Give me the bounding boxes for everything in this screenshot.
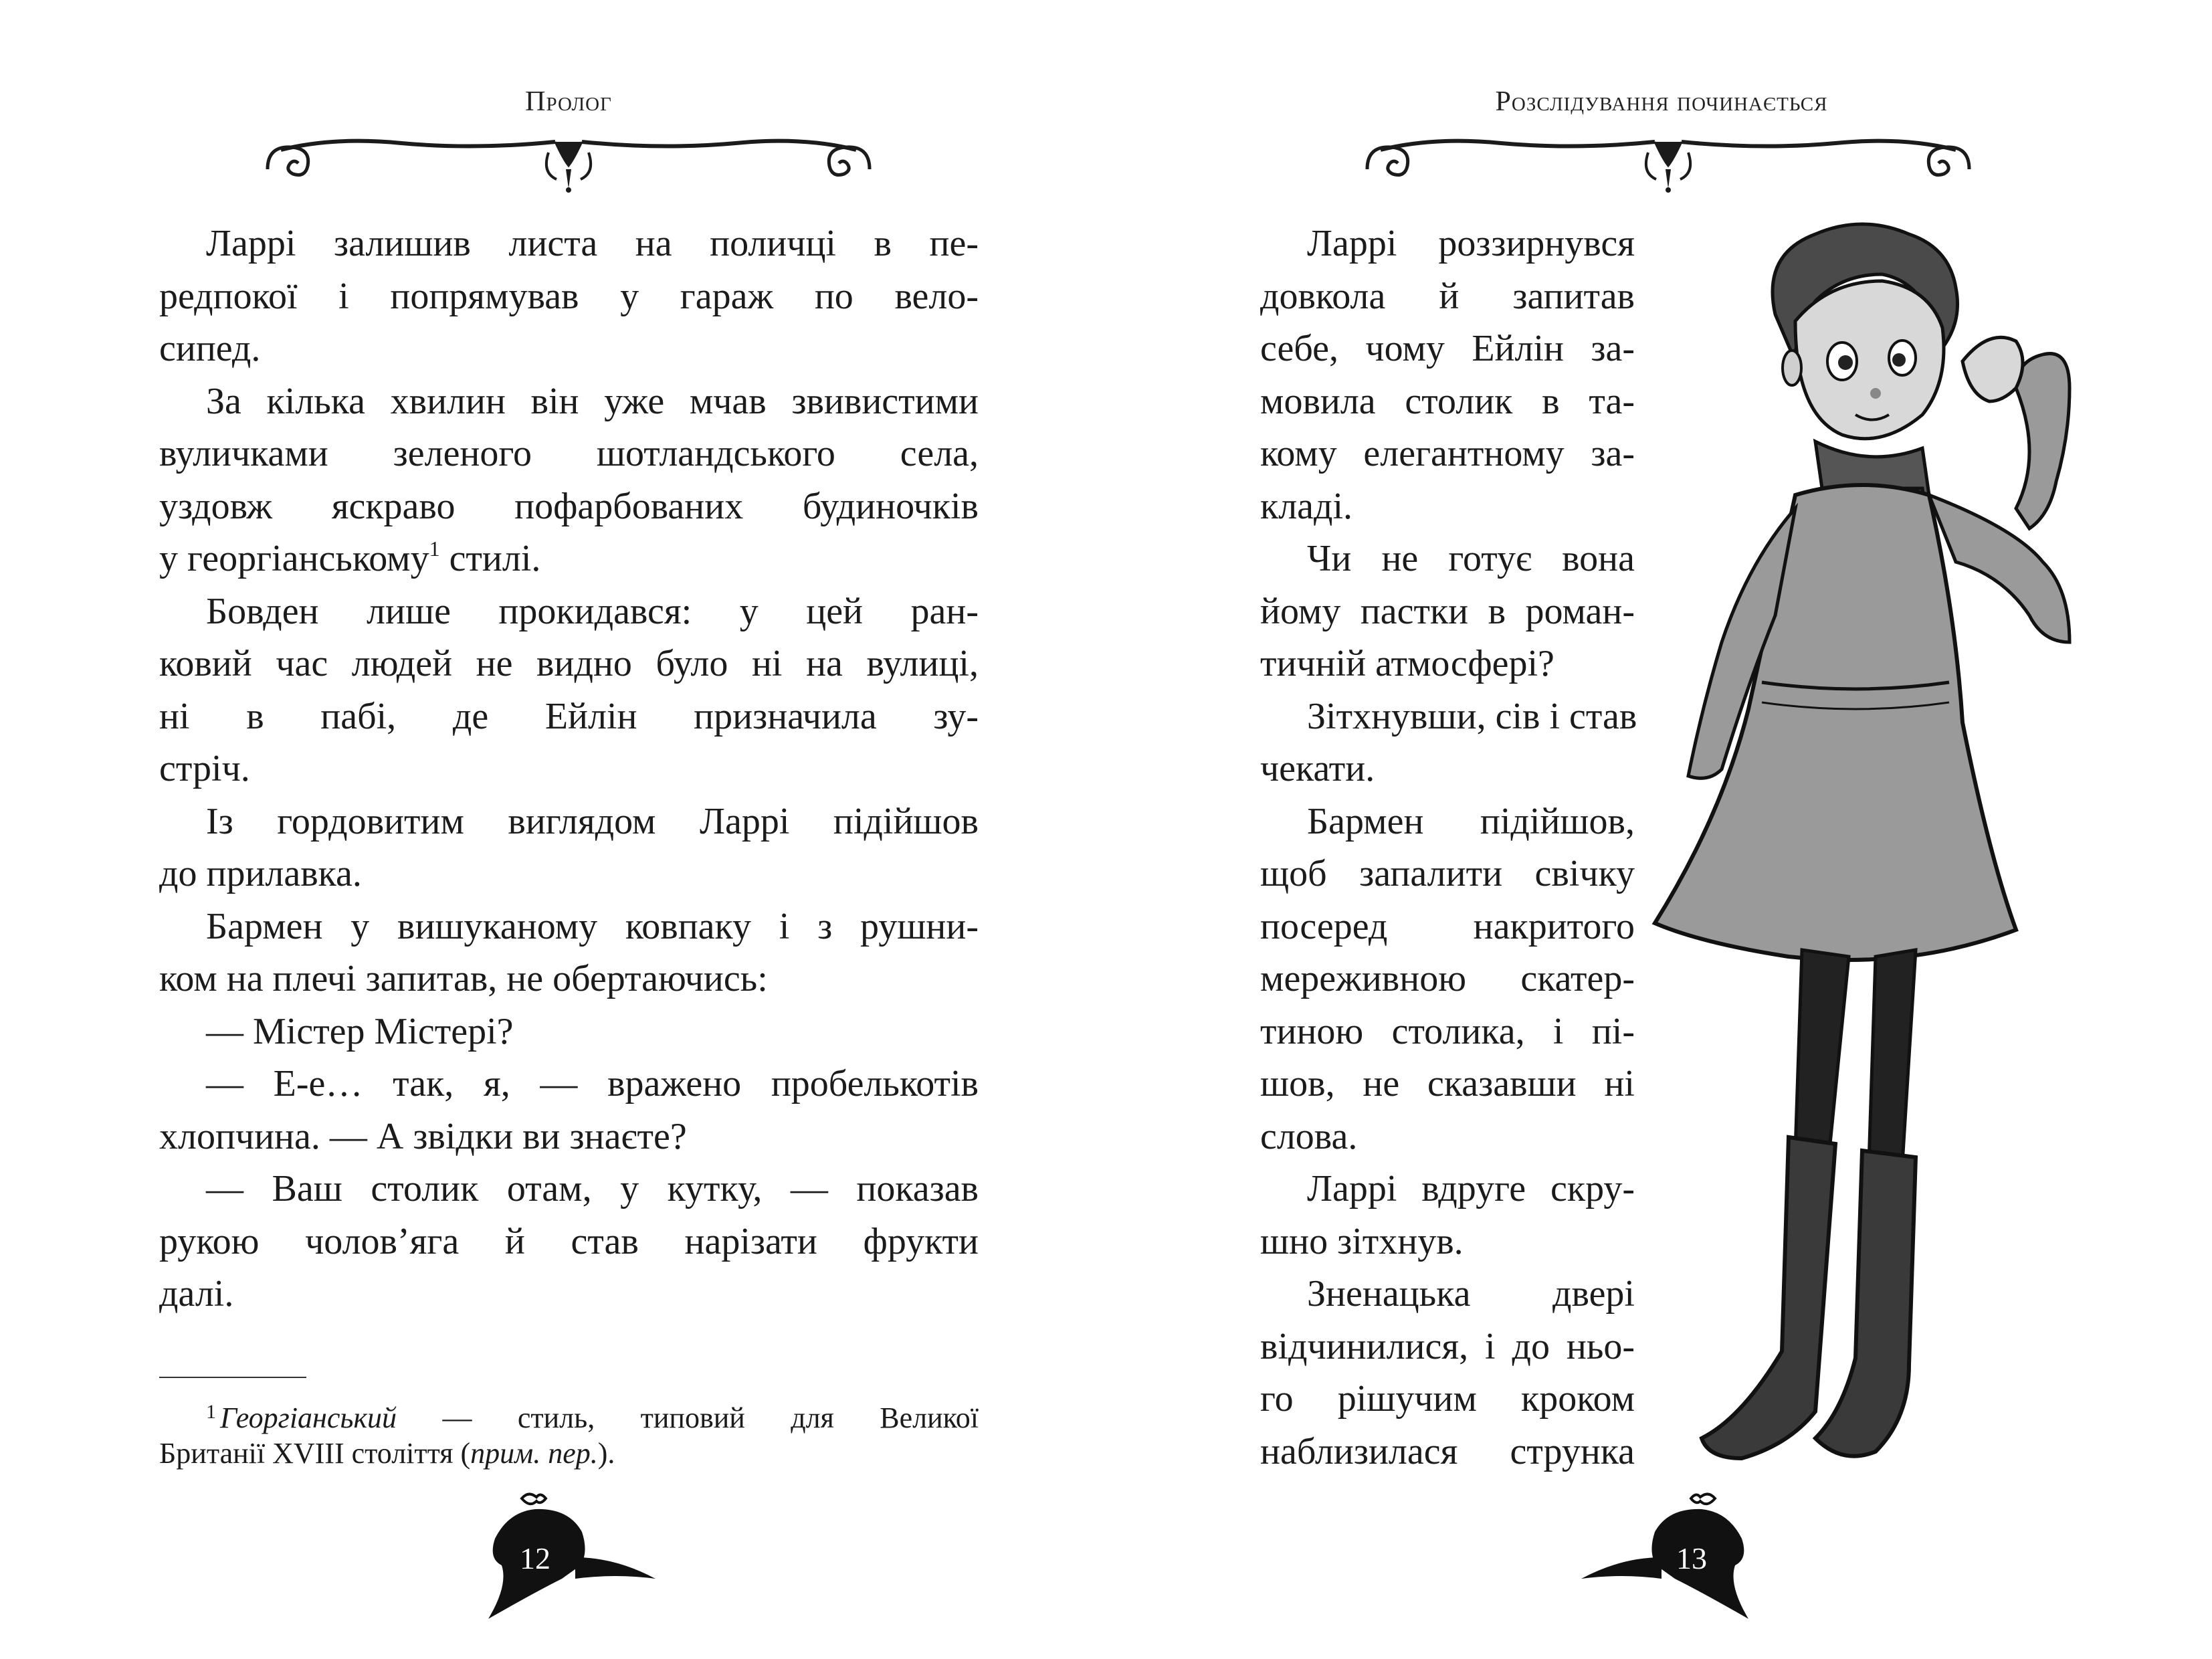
boy-character-illustration <box>1641 214 2163 1498</box>
text-line <box>159 427 979 480</box>
text-line-content: Ларрі залишив листа на поличці в пе- <box>206 223 979 264</box>
text-line <box>159 690 979 743</box>
text-line-content: Із гордовитим виглядом Ларрі підійшов <box>206 800 979 842</box>
text-line <box>1260 1373 1635 1426</box>
text-line <box>159 1005 979 1058</box>
text-line <box>159 270 979 323</box>
footnote-rule <box>159 1377 306 1378</box>
text-line-content: сипед. <box>159 328 261 369</box>
text-line-content: уздовж яскраво пофарбованих будиночків <box>159 485 979 527</box>
page-number-left <box>482 1478 662 1626</box>
text-line-content: кому елегантному за- <box>1260 433 1635 474</box>
text-line <box>159 532 979 585</box>
footnote-text-3: ). <box>597 1437 615 1470</box>
text-line-content: у георгіанському <box>159 538 429 579</box>
text-line-content: наблизилася струнка <box>1260 1430 1635 1472</box>
page-number-right-text: 13 <box>1676 1541 1707 1575</box>
left-body-text <box>159 217 979 1321</box>
text-line-content: тиною столика, і пі- <box>1260 1010 1635 1052</box>
text-line <box>159 480 979 533</box>
text-line <box>159 322 979 375</box>
text-line-content: го рішучим кроком <box>1260 1378 1635 1420</box>
text-line-content: чекати. <box>1260 748 1375 789</box>
text-line <box>1260 532 1635 585</box>
text-line <box>1260 270 1635 323</box>
footnote <box>159 1391 979 1474</box>
text-line-content: редпокої і попрямував у гараж по вело- <box>159 275 979 317</box>
text-line-content: щоб запалити свічку <box>1260 853 1635 894</box>
text-line <box>159 217 979 270</box>
text-line-content: вуличками зеленого шотландського села, <box>159 433 979 474</box>
text-line <box>159 638 979 690</box>
text-line-content: — Ваш столик отам, у кутку, — показав <box>206 1168 979 1209</box>
text-line-content: кладі. <box>1260 485 1353 527</box>
text-line-content: тичній атмосфері? <box>1260 643 1554 684</box>
text-line <box>159 1268 979 1321</box>
footnote-reference: 1 <box>429 536 440 561</box>
text-line-content: рукою чолов’яга й став нарізати фрукти <box>159 1220 979 1262</box>
page-number-left-text: 12 <box>520 1541 550 1575</box>
text-line <box>1260 427 1635 480</box>
text-line-content: Зненацька двері <box>1307 1273 1635 1314</box>
text-line-content: Зітхнувши, сів і став <box>1307 695 1637 737</box>
running-head-left: Пролог <box>525 86 612 117</box>
text-line <box>159 743 979 795</box>
text-line <box>159 848 979 900</box>
text-line <box>1260 1268 1635 1321</box>
footnote-marker: 1 <box>206 1401 216 1423</box>
text-line-content: стилі. <box>439 538 541 579</box>
text-line-content: шов, не сказавши ні <box>1260 1063 1635 1104</box>
text-line <box>159 1163 979 1215</box>
text-line <box>1260 1215 1635 1268</box>
text-line-content: ні в пабі, де Ейлін призначила зу- <box>159 695 979 737</box>
footnote-text-1: — стиль, типовий для Великої <box>397 1401 979 1434</box>
text-line-content: Чи не готує вона <box>1307 538 1635 579</box>
text-line <box>1260 1058 1635 1110</box>
text-line-content: слова. <box>1260 1115 1358 1157</box>
right-body-text <box>1260 217 1635 1478</box>
text-line-content: себе, чому Ейлін за- <box>1260 328 1635 369</box>
text-line-content: — Містер Містері? <box>206 1010 514 1052</box>
text-line-content: мовила столик в та- <box>1260 380 1635 422</box>
footnote-term: Георгіанський <box>220 1401 397 1434</box>
text-line <box>1260 217 1635 270</box>
text-line-content: довкола й запитав <box>1260 275 1635 317</box>
text-line <box>159 375 979 428</box>
text-line <box>159 900 979 953</box>
text-line-content: ковий час людей не видно було ні на вулиці, <box>159 643 979 684</box>
page-number-right <box>1575 1478 1755 1626</box>
scroll-flourish-divider-icon <box>254 132 883 193</box>
text-line <box>159 953 979 1005</box>
text-line-content: — Е-е… так, я, — вражено пробелькотів <box>206 1063 979 1104</box>
scroll-flourish-divider-icon <box>1354 132 1983 193</box>
text-line-content: до прилавка. <box>159 853 362 894</box>
text-line-content: Ларрі вдруге скру- <box>1307 1168 1635 1209</box>
right-page <box>1106 0 2212 1659</box>
text-line-content: відчинилися, і до ньо- <box>1260 1325 1635 1367</box>
text-line-content: хлопчина. — А звідки ви знаєте? <box>159 1115 687 1157</box>
text-line-content: ком на плечі запитав, не обертаючись: <box>159 958 768 999</box>
text-line <box>1260 1163 1635 1215</box>
text-line <box>159 1110 979 1163</box>
text-line-content: далі. <box>159 1273 234 1314</box>
text-line <box>1260 953 1635 1005</box>
text-line-content: шно зітхнув. <box>1260 1220 1464 1262</box>
text-line <box>1260 743 1635 795</box>
text-line-content: Бовден лише прокидався: у цей ран- <box>206 590 979 632</box>
text-line <box>159 1058 979 1110</box>
text-line <box>1260 1110 1635 1163</box>
text-line-content: йому пастки в роман- <box>1260 590 1635 632</box>
footnote-text-2: Британії XVIII століття ( <box>159 1437 471 1470</box>
text-line <box>159 795 979 848</box>
text-line-content: посеред накритого <box>1260 905 1635 947</box>
text-line <box>1260 795 1635 848</box>
text-line-content: Бармен підійшов, <box>1307 800 1635 842</box>
text-line <box>1260 690 1635 743</box>
text-line <box>1260 848 1635 900</box>
text-line <box>1260 638 1635 690</box>
footnote-italic: прим. пер. <box>470 1437 598 1470</box>
text-line <box>1260 480 1635 533</box>
text-line <box>1260 1005 1635 1058</box>
text-line <box>159 1215 979 1268</box>
text-line <box>1260 585 1635 638</box>
text-line-content: Бармен у вишуканому ковпаку і з рушни- <box>206 905 979 947</box>
text-line <box>1260 900 1635 953</box>
text-line-content: Ларрі роззирнувся <box>1307 223 1635 264</box>
text-line-content: стріч. <box>159 748 250 789</box>
text-line <box>1260 1321 1635 1373</box>
text-line-content: За кілька хвилин він уже мчав звивистими <box>206 380 979 422</box>
text-line <box>159 585 979 638</box>
running-head-right: Розслідування починається <box>1495 86 1828 117</box>
text-line <box>1260 1426 1635 1478</box>
text-line <box>1260 375 1635 428</box>
text-line-content: мереживною скатер- <box>1260 958 1635 999</box>
text-line <box>1260 322 1635 375</box>
